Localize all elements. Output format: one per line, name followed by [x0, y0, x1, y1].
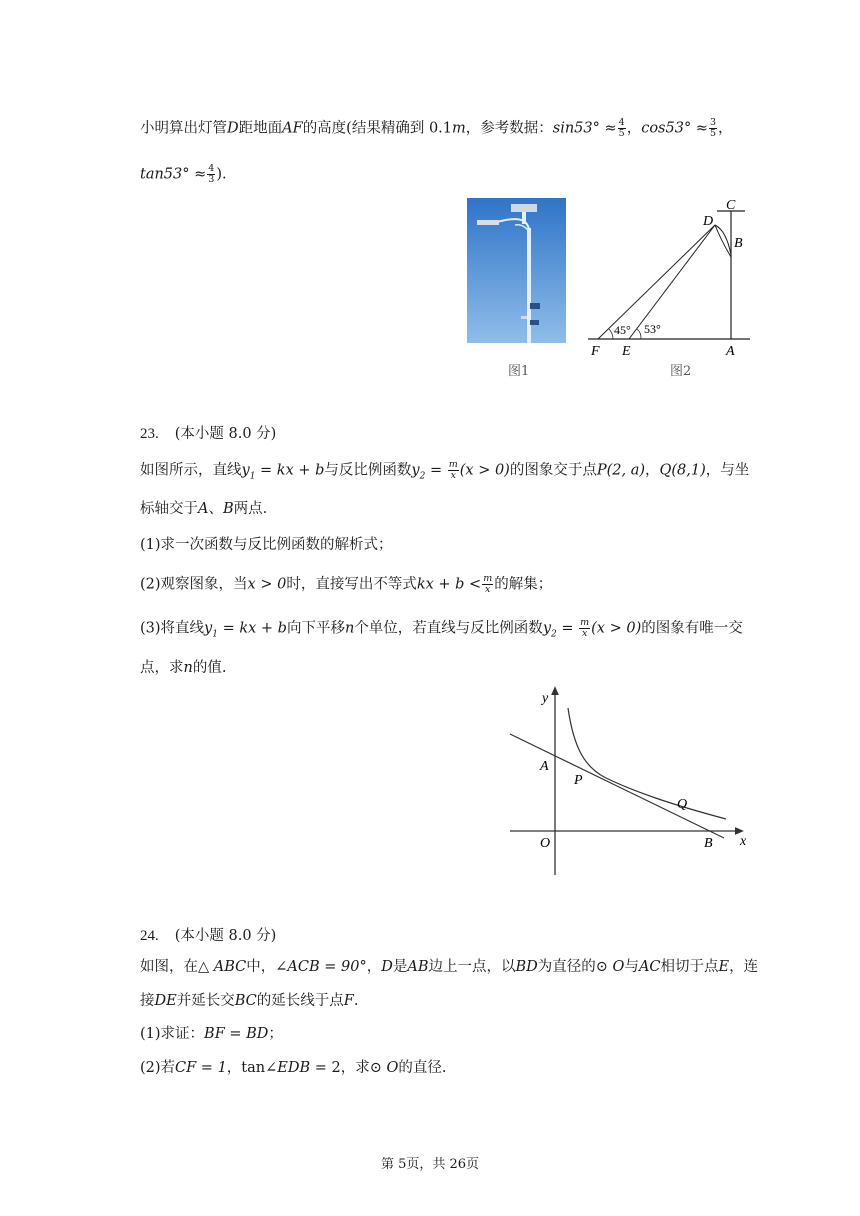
lamp-geometry-figure	[585, 195, 755, 360]
q23-text-line1: 如图所示，直线$y_1$ = kx + b与反比例函数$y_2$ = $\frac{m}{x}$ (x > 0)的图象交于点P(2, a)，Q(8,1)，与坐	[140, 459, 750, 482]
angle-45: 45°	[614, 323, 631, 337]
q24-text-line2: 接DE并延长交BC的延长线于点F.	[140, 993, 359, 1009]
page-footer: 第 5页，共 26页	[380, 1157, 480, 1172]
label-E: E	[622, 344, 631, 359]
q23-text-line2: 标轴交于A、B两点.	[140, 501, 268, 517]
axis-y-label: y	[542, 691, 549, 706]
point-B-label: B	[704, 836, 713, 851]
q24-text-line1: 如图，在△ ABC中，∠ACB = 90°，D是AB边上一点，以BD为直径的⊙ O与AC相切于点E，连	[140, 959, 759, 975]
q22-text-line1: 小明算出灯管D距地面AF的高度(结果精确到 0.1m，参考数据：sin53° ≈ $\frac{4}{5}$ ，cos53° ≈ $\frac{3}{5}$ ，	[140, 117, 733, 139]
q23-sub3-line2: 点，求n的值.	[140, 660, 227, 676]
q24-sub2: (2)若CF = 1，tan∠EDB = 2，求⊙ O的直径.	[140, 1060, 447, 1076]
q24-header: 24. (本小题 8.0 分)	[140, 928, 277, 944]
label-B: B	[734, 236, 743, 251]
label-F: F	[591, 344, 600, 359]
point-P-label: P	[574, 773, 583, 788]
streetlamp-photo	[467, 198, 566, 343]
origin-O-label: O	[540, 836, 551, 851]
point-Q-label: Q	[677, 797, 688, 812]
point-A-label: A	[540, 759, 549, 774]
label-C: C	[726, 198, 736, 213]
figure2-caption: 图2	[670, 364, 692, 379]
label-A: A	[726, 344, 735, 359]
q23-header: 23. (本小题 8.0 分)	[140, 426, 277, 442]
q23-sub1: (1)求一次函数与反比例函数的解析式；	[140, 537, 393, 553]
axis-x-label: x	[740, 834, 747, 849]
q24-sub1: (1)求证：BF = BD；	[140, 1026, 283, 1042]
q22-text-line2: tan53° ≈ $\frac{4}{3}$ ).	[140, 163, 227, 185]
label-D: D	[703, 214, 714, 229]
q23-sub2: (2)观察图象，当x > 0时，直接写出不等式kx + b < $\frac{m}{x}$ 的解集；	[140, 573, 553, 595]
figure1-caption: 图1	[508, 364, 530, 379]
q23-sub3-line1: (3)将直线$y_1$ = kx + b向下平移n个单位，若直线与反比例函数$y_2$ = $\frac{m}{x}$ (x > 0)的图象有唯一交	[140, 617, 743, 640]
function-graph-figure	[500, 680, 760, 880]
angle-53: 53°	[644, 322, 661, 336]
